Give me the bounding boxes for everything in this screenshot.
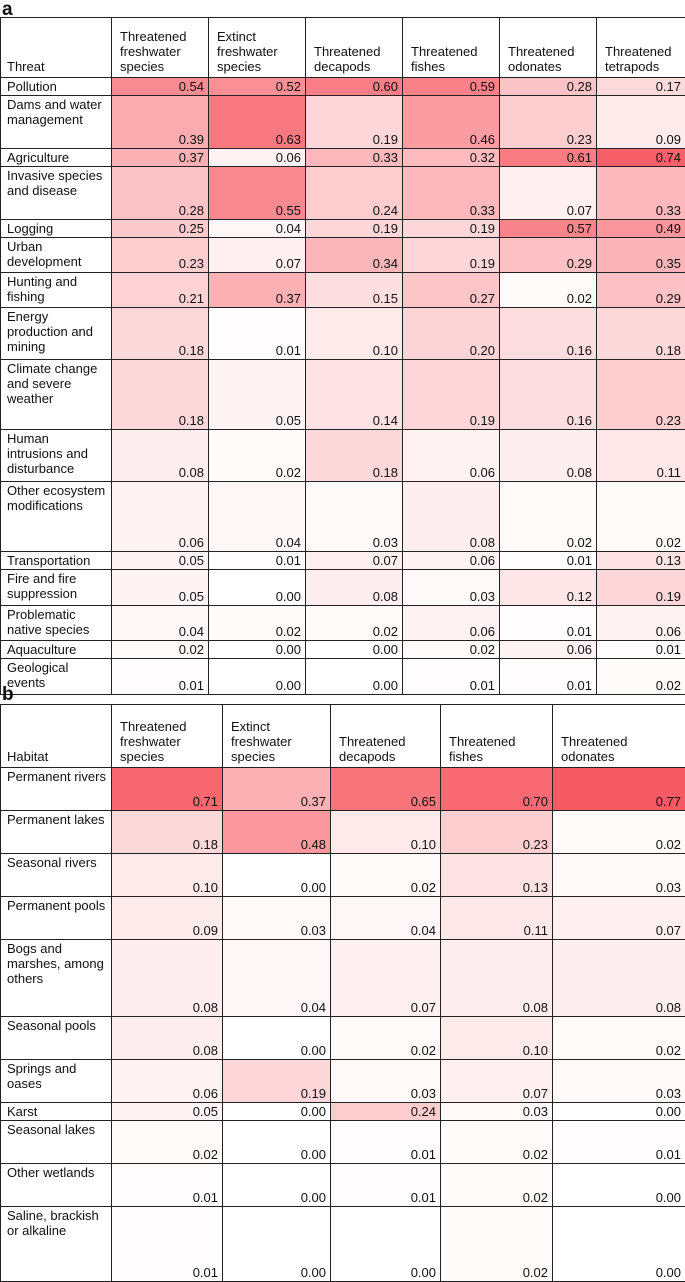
row-label: Urban development (1, 238, 112, 273)
value-cell: 0.00 (223, 1017, 331, 1060)
value-cell: 0.23 (441, 811, 553, 854)
value-cell: 0.33 (306, 149, 403, 167)
row-label: Saline, brackish or alkaline (1, 1207, 112, 1282)
value-cell: 0.01 (112, 659, 209, 695)
value-cell: 0.03 (306, 482, 403, 552)
table-row (1, 273, 685, 308)
value-cell: 0.09 (597, 96, 685, 149)
value-cell: 0.19 (306, 96, 403, 149)
value-cell: 0.02 (209, 606, 306, 641)
value-cell: 0.07 (331, 940, 441, 1017)
value-cell: 0.61 (500, 149, 597, 167)
table-row (1, 78, 685, 96)
table-row (1, 1017, 685, 1060)
table-row (1, 1103, 685, 1121)
value-cell: 0.37 (209, 273, 306, 308)
row-label: Agriculture (1, 149, 112, 167)
table-row (1, 811, 685, 854)
column-header: Threatened decapods (331, 705, 441, 768)
value-cell: 0.29 (597, 273, 685, 308)
value-cell: 0.06 (209, 149, 306, 167)
value-cell: 0.10 (112, 854, 223, 897)
value-cell: 0.16 (500, 360, 597, 430)
value-cell: 0.48 (223, 811, 331, 854)
table-row (1, 308, 685, 360)
column-header: Extinct freshwater species (223, 705, 331, 768)
row-label: Energy production and mining (1, 308, 112, 360)
table-row (1, 552, 685, 570)
table-row (1, 897, 685, 940)
row-label: Logging (1, 220, 112, 238)
value-cell: 0.33 (597, 167, 685, 220)
value-cell: 0.05 (112, 570, 209, 606)
value-cell: 0.28 (112, 167, 209, 220)
value-cell: 0.00 (223, 854, 331, 897)
value-cell: 0.06 (403, 430, 500, 482)
value-cell: 0.02 (553, 811, 685, 854)
table-row (1, 1121, 685, 1164)
value-cell: 0.33 (403, 167, 500, 220)
value-cell: 0.18 (112, 811, 223, 854)
value-cell: 0.04 (209, 482, 306, 552)
value-cell: 0.18 (112, 308, 209, 360)
value-cell: 0.32 (403, 149, 500, 167)
value-cell: 0.12 (500, 570, 597, 606)
value-cell: 0.01 (209, 308, 306, 360)
table-row (1, 430, 685, 482)
value-cell: 0.08 (112, 940, 223, 1017)
value-cell: 0.20 (403, 308, 500, 360)
table-row (1, 641, 685, 659)
value-cell: 0.07 (441, 1060, 553, 1103)
row-label: Other wetlands (1, 1164, 112, 1207)
value-cell: 0.52 (209, 78, 306, 96)
row-label: Other ecosystem modifications (1, 482, 112, 552)
threat-table-body (1, 78, 685, 695)
value-cell: 0.01 (331, 1121, 441, 1164)
value-cell: 0.11 (441, 897, 553, 940)
value-cell: 0.04 (209, 220, 306, 238)
value-cell: 0.57 (500, 220, 597, 238)
value-cell: 0.00 (306, 641, 403, 659)
table-row (1, 768, 685, 811)
value-cell: 0.08 (553, 940, 685, 1017)
column-header: Threatened odonates (500, 18, 597, 78)
panel-a-label: a (2, 0, 13, 19)
value-cell: 0.19 (597, 570, 685, 606)
table-row (1, 606, 685, 641)
value-cell: 0.02 (500, 482, 597, 552)
table-row (1, 659, 685, 695)
value-cell: 0.06 (500, 641, 597, 659)
column-header: Threatened tetrapods (597, 18, 685, 78)
value-cell: 0.02 (441, 1121, 553, 1164)
column-header: Threatened decapods (306, 18, 403, 78)
value-cell: 0.00 (209, 641, 306, 659)
value-cell: 0.01 (597, 641, 685, 659)
row-header-title: Habitat (1, 705, 112, 768)
row-header-title: Threat (1, 18, 112, 78)
value-cell: 0.54 (112, 78, 209, 96)
value-cell: 0.05 (112, 552, 209, 570)
column-header: Threatened freshwater species (112, 18, 209, 78)
value-cell: 0.03 (403, 570, 500, 606)
value-cell: 0.01 (403, 659, 500, 695)
table-row (1, 96, 685, 149)
table-row (1, 1164, 685, 1207)
table-row (1, 220, 685, 238)
value-cell: 0.02 (597, 659, 685, 695)
value-cell: 0.02 (331, 854, 441, 897)
table-row (1, 149, 685, 167)
value-cell: 0.60 (306, 78, 403, 96)
row-label: Problematic native species (1, 606, 112, 641)
value-cell: 0.35 (597, 238, 685, 273)
row-label: Bogs and marshes, among others (1, 940, 112, 1017)
row-label: Permanent rivers (1, 768, 112, 811)
row-label: Invasive species and disease (1, 167, 112, 220)
value-cell: 0.15 (306, 273, 403, 308)
header-row (1, 705, 685, 768)
row-label: Geological events (1, 659, 112, 695)
value-cell: 0.03 (553, 1060, 685, 1103)
value-cell: 0.13 (441, 854, 553, 897)
value-cell: 0.71 (112, 768, 223, 811)
value-cell: 0.01 (500, 606, 597, 641)
value-cell: 0.34 (306, 238, 403, 273)
value-cell: 0.02 (112, 641, 209, 659)
value-cell: 0.00 (553, 1103, 685, 1121)
value-cell: 0.02 (331, 1017, 441, 1060)
value-cell: 0.23 (500, 96, 597, 149)
threat-table (0, 17, 685, 695)
value-cell: 0.02 (553, 1017, 685, 1060)
value-cell: 0.59 (403, 78, 500, 96)
value-cell: 0.07 (306, 552, 403, 570)
habitat-table-header (1, 705, 685, 768)
column-header: Threatened freshwater species (112, 705, 223, 768)
value-cell: 0.19 (223, 1060, 331, 1103)
value-cell: 0.55 (209, 167, 306, 220)
value-cell: 0.02 (306, 606, 403, 641)
value-cell: 0.27 (403, 273, 500, 308)
value-cell: 0.09 (112, 897, 223, 940)
table-row (1, 570, 685, 606)
column-header: Threatened fishes (441, 705, 553, 768)
value-cell: 0.65 (331, 768, 441, 811)
value-cell: 0.02 (112, 1121, 223, 1164)
row-label: Karst (1, 1103, 112, 1121)
row-label: Transportation (1, 552, 112, 570)
value-cell: 0.37 (223, 768, 331, 811)
row-label: Seasonal pools (1, 1017, 112, 1060)
value-cell: 0.04 (223, 940, 331, 1017)
value-cell: 0.01 (112, 1164, 223, 1207)
value-cell: 0.16 (500, 308, 597, 360)
value-cell: 0.37 (112, 149, 209, 167)
value-cell: 0.00 (306, 659, 403, 695)
value-cell: 0.01 (500, 552, 597, 570)
value-cell: 0.23 (597, 360, 685, 430)
value-cell: 0.28 (500, 78, 597, 96)
value-cell: 0.07 (500, 167, 597, 220)
value-cell: 0.74 (597, 149, 685, 167)
column-header: Threatened odonates (553, 705, 685, 768)
value-cell: 0.19 (306, 220, 403, 238)
value-cell: 0.01 (500, 659, 597, 695)
table-row (1, 1207, 685, 1282)
value-cell: 0.02 (500, 273, 597, 308)
value-cell: 0.18 (112, 360, 209, 430)
panel-b-label: b (2, 685, 14, 704)
value-cell: 0.08 (500, 430, 597, 482)
value-cell: 0.08 (112, 430, 209, 482)
value-cell: 0.00 (553, 1207, 685, 1282)
value-cell: 0.24 (331, 1103, 441, 1121)
value-cell: 0.01 (553, 1121, 685, 1164)
value-cell: 0.10 (441, 1017, 553, 1060)
value-cell: 0.10 (331, 811, 441, 854)
value-cell: 0.02 (209, 430, 306, 482)
value-cell: 0.05 (209, 360, 306, 430)
value-cell: 0.02 (597, 482, 685, 552)
value-cell: 0.46 (403, 96, 500, 149)
value-cell: 0.08 (441, 940, 553, 1017)
value-cell: 0.06 (403, 606, 500, 641)
row-label: Hunting and fishing (1, 273, 112, 308)
row-label: Seasonal rivers (1, 854, 112, 897)
value-cell: 0.17 (597, 78, 685, 96)
row-label: Permanent lakes (1, 811, 112, 854)
value-cell: 0.13 (597, 552, 685, 570)
table-row (1, 482, 685, 552)
value-cell: 0.00 (553, 1164, 685, 1207)
value-cell: 0.03 (223, 897, 331, 940)
value-cell: 0.19 (403, 220, 500, 238)
value-cell: 0.39 (112, 96, 209, 149)
value-cell: 0.19 (403, 360, 500, 430)
row-label: Springs and oases (1, 1060, 112, 1103)
value-cell: 0.00 (209, 659, 306, 695)
value-cell: 0.01 (112, 1207, 223, 1282)
value-cell: 0.03 (331, 1060, 441, 1103)
row-label: Aquaculture (1, 641, 112, 659)
value-cell: 0.07 (553, 897, 685, 940)
value-cell: 0.18 (597, 308, 685, 360)
value-cell: 0.21 (112, 273, 209, 308)
table-row (1, 1060, 685, 1103)
value-cell: 0.23 (112, 238, 209, 273)
value-cell: 0.49 (597, 220, 685, 238)
row-label: Permanent pools (1, 897, 112, 940)
value-cell: 0.25 (112, 220, 209, 238)
value-cell: 0.08 (306, 570, 403, 606)
value-cell: 0.00 (209, 570, 306, 606)
row-label: Climate change and severe weather (1, 360, 112, 430)
value-cell: 0.00 (223, 1103, 331, 1121)
value-cell: 0.19 (403, 238, 500, 273)
value-cell: 0.00 (223, 1121, 331, 1164)
value-cell: 0.00 (223, 1207, 331, 1282)
value-cell: 0.08 (112, 1017, 223, 1060)
value-cell: 0.11 (597, 430, 685, 482)
value-cell: 0.14 (306, 360, 403, 430)
value-cell: 0.06 (112, 482, 209, 552)
threat-table-header (1, 18, 685, 78)
habitat-table-body (1, 768, 685, 1282)
value-cell: 0.05 (112, 1103, 223, 1121)
value-cell: 0.29 (500, 238, 597, 273)
value-cell: 0.03 (441, 1103, 553, 1121)
value-cell: 0.01 (209, 552, 306, 570)
value-cell: 0.02 (441, 1164, 553, 1207)
table-row (1, 167, 685, 220)
row-label: Pollution (1, 78, 112, 96)
value-cell: 0.06 (403, 552, 500, 570)
table-row (1, 940, 685, 1017)
value-cell: 0.10 (306, 308, 403, 360)
header-row (1, 18, 685, 78)
value-cell: 0.06 (112, 1060, 223, 1103)
row-label: Fire and fire suppression (1, 570, 112, 606)
value-cell: 0.04 (112, 606, 209, 641)
value-cell: 0.00 (223, 1164, 331, 1207)
row-label: Seasonal lakes (1, 1121, 112, 1164)
row-label: Dams and water management (1, 96, 112, 149)
value-cell: 0.77 (553, 768, 685, 811)
value-cell: 0.02 (403, 641, 500, 659)
value-cell: 0.07 (209, 238, 306, 273)
table-row (1, 360, 685, 430)
value-cell: 0.00 (331, 1207, 441, 1282)
value-cell: 0.03 (553, 854, 685, 897)
value-cell: 0.18 (306, 430, 403, 482)
value-cell: 0.63 (209, 96, 306, 149)
value-cell: 0.24 (306, 167, 403, 220)
value-cell: 0.08 (403, 482, 500, 552)
table-row (1, 854, 685, 897)
value-cell: 0.70 (441, 768, 553, 811)
table-row (1, 238, 685, 273)
value-cell: 0.06 (597, 606, 685, 641)
value-cell: 0.04 (331, 897, 441, 940)
value-cell: 0.02 (441, 1207, 553, 1282)
habitat-table (0, 704, 685, 1282)
row-label: Human intrusions and disturbance (1, 430, 112, 482)
column-header: Threatened fishes (403, 18, 500, 78)
value-cell: 0.01 (331, 1164, 441, 1207)
column-header: Extinct freshwater species (209, 18, 306, 78)
